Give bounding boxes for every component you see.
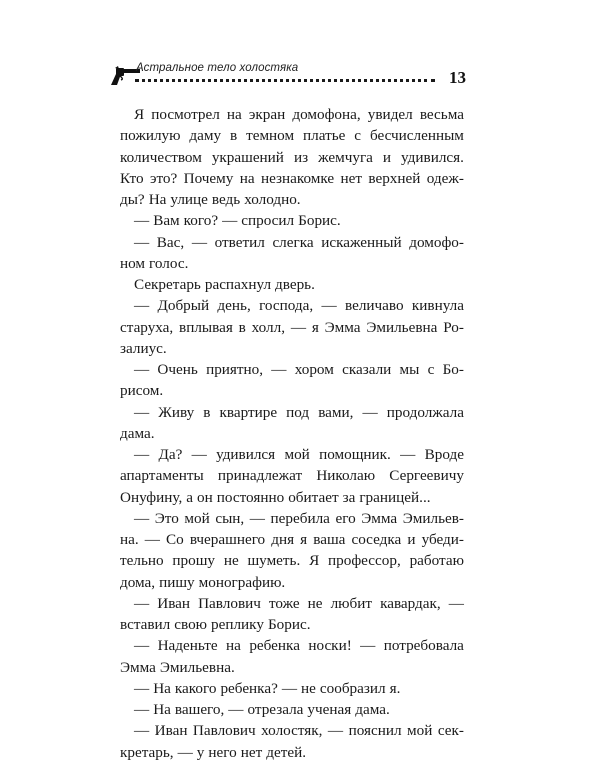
text-line: ном голос. [120,254,189,272]
text-line: — Да? — удивился мой помощник. — Вроде [134,446,464,463]
running-header [108,62,466,92]
text-line: дама. [120,424,155,442]
text-line: на. — Со вчерашнего дня я ваша соседка и убеди- [120,531,464,548]
text-line: апартаменты принадлежат Николаю Сергеевичу [120,467,464,485]
text-line: — Добрый день, господа, — величаво кивнула [134,297,464,315]
text-line: количеством украшений из жемчуга и удивился. [120,148,464,166]
page-number: 13 [449,68,466,87]
text-line: — Это мой сын, — перебила его Эмма Эмильев- [134,509,464,527]
body-text [120,104,464,763]
text-line: — Очень приятно, — хором сказали мы с Бо- [134,361,464,378]
text-line: ды? На улице ведь холодно. [120,191,301,208]
header-dotted-rule [135,79,435,82]
text-line: — Живу в квартире под вами, — продолжала [134,403,464,421]
text-line: Я посмотрел на экран домофона, увидел весьма [134,106,464,123]
text-line: старуха, вплывая в холл, — я Эмма Эмильевна Ро- [120,318,464,336]
text-line: — На какого ребенка? — не сообразил я. [134,679,401,697]
text-line: пожилую даму в темном платье с бесчисленным [120,127,464,145]
text-line: Эмма Эмильевна. [120,658,235,676]
text-line: — Иван Павлович тоже не любит кавардак, — [134,594,464,612]
running-title: Астральное тело холостяка [136,62,299,74]
text-line: — Наденьте на ребенка носки! — потребовала [134,637,464,655]
text-line: Секретарь распахнул дверь. [134,276,315,293]
text-line: — Вам кого? — спросил Борис. [134,212,341,230]
text-line: — На вашего, — отрезала ученая дама. [134,701,390,718]
text-line: кретарь, — у него нет детей. [120,743,307,761]
text-line: рисом. [120,382,164,400]
text-line: — Иван Павлович холостяк, — пояснил мой сек- [134,722,464,740]
text-line: дома, пишу монографию. [120,573,286,591]
text-line: Онуфину, а он постоянно обитает за границей... [120,488,431,506]
text-line: Кто это? Почему на незнакомке нет верхней одеж- [120,169,464,187]
text-line: тельно прошу не шуметь. Я профессор, работаю [120,552,464,570]
text-line: залиус. [120,339,167,357]
text-line: — Вас, — ответил слегка искаженный домофо- [134,233,464,251]
text-line: вставил свою реплику Борис. [120,616,311,633]
